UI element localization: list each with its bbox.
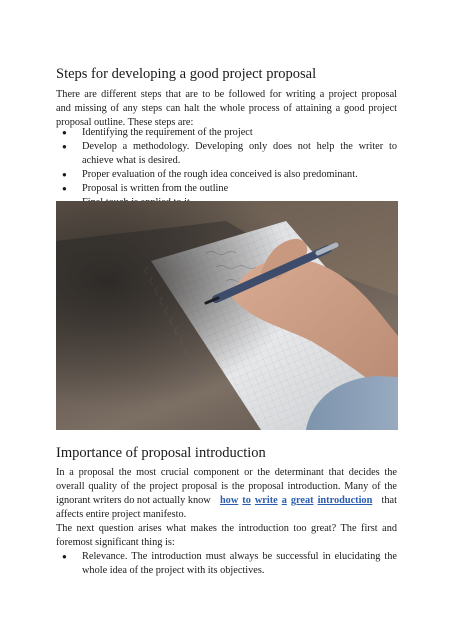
text-line-with-links — [56, 494, 397, 508]
introduction-bullet-list — [56, 550, 397, 578]
photo-illustration — [56, 201, 398, 430]
list-item: ● Proposal is written from the outline — [56, 182, 397, 196]
list-item: ● Identifying the requirement of the project — [56, 126, 397, 140]
text-line: There are different steps that are to be followed for writing a project proposal — [56, 89, 397, 100]
text-line: foremost significant thing is: — [56, 537, 175, 548]
link-to[interactable]: to — [242, 495, 251, 506]
list-item: ● Relevance. The introduction must always be successful in elucidating the whole idea of the project with its objectives. — [56, 550, 397, 578]
hand-writing-in-notebook-photo — [56, 201, 398, 430]
text-line: affects entire project manifesto. — [56, 509, 187, 520]
text-line: The next question arises what makes the introduction too great? The first and — [56, 523, 397, 534]
link-a[interactable]: a — [281, 495, 287, 506]
link-how[interactable]: how — [219, 495, 239, 506]
section-heading-introduction: Importance of proposal introduction — [56, 445, 266, 461]
steps-bullet-list — [56, 126, 397, 210]
introduction-paragraph — [56, 466, 397, 522]
text-line: and missing of any steps can halt the whole process of attaining a good project — [56, 103, 397, 114]
text-line: proposal outline. These steps are: — [56, 117, 194, 128]
link-introduction[interactable]: introduction — [317, 495, 373, 506]
list-item: ● Develop a methodology. Developing only does not help the writer to achieve what is desired. — [56, 140, 397, 168]
steps-intro-paragraph — [56, 88, 397, 130]
inline-links — [220, 494, 372, 508]
text-fragment: that — [381, 495, 397, 506]
link-great[interactable]: great — [290, 495, 314, 506]
text-line: overall quality of the project proposal is the proposal introduction. Many of the — [56, 481, 397, 492]
next-question-paragraph — [56, 522, 397, 550]
text-fragment: ignorant writers do not actually know — [56, 495, 211, 506]
list-item: ● Proper evaluation of the rough idea conceived is also predominant. — [56, 168, 397, 182]
link-write[interactable]: write — [254, 495, 278, 506]
section-heading-steps: Steps for developing a good project proposal — [56, 66, 317, 82]
text-line: In a proposal the most crucial component or the determinant that decides the — [56, 467, 397, 478]
